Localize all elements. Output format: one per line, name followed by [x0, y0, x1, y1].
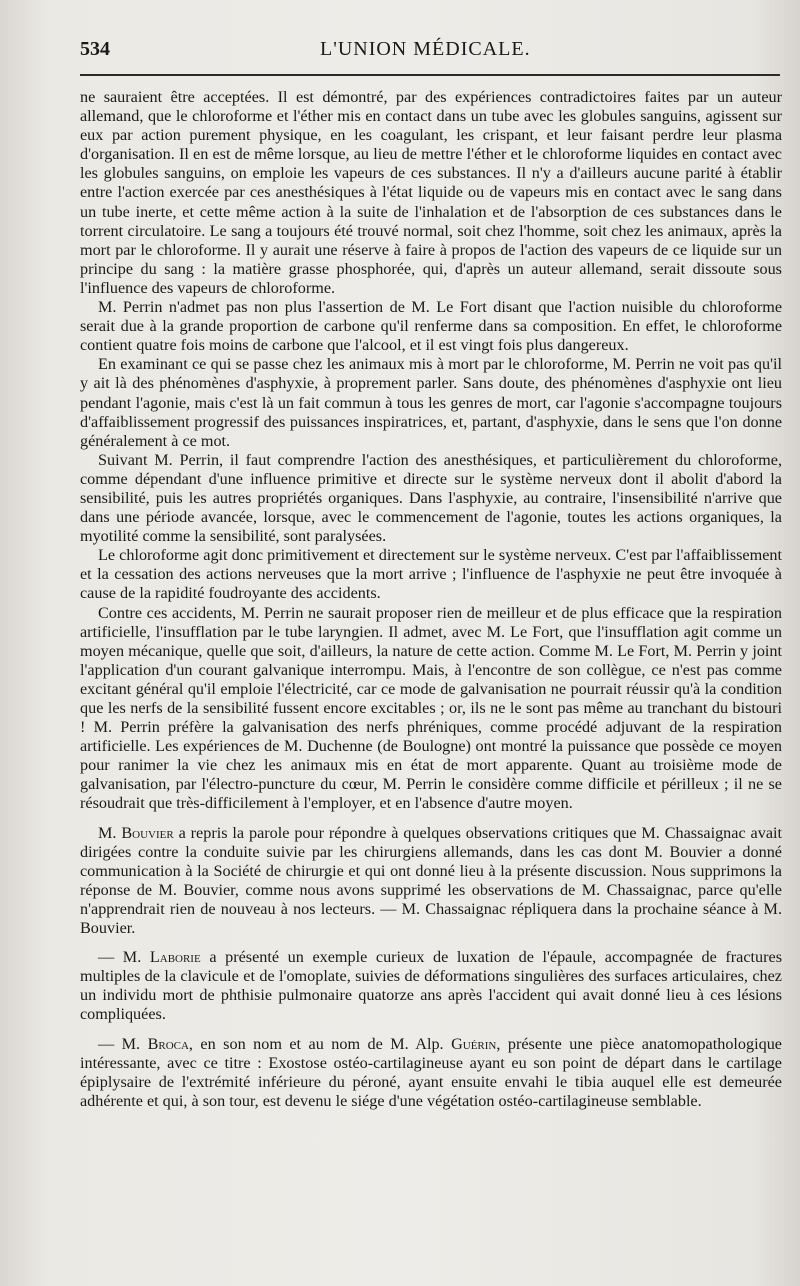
paragraph-text: , présente une pièce anatomopathologique intéressante, avec ce titre : Exostose ostéo-cartilagineuse ayant eu son point de départ dans le cartilage épiplysaire de l'extrémité inférieure du péroné, ayant ensuite envahi le tibia auquel elle est demeurée adhérente et qui, à son tour, est devenu le siége d'une végétation ostéo-cartilagineuse semblable. [80, 1034, 782, 1110]
speaker-name: Laborie [149, 948, 201, 967]
article-body [80, 88, 782, 1111]
paragraph-text: a présenté un exemple curieux de luxation de l'épaule, accompagnée de fractures multiples de la clavicule et de l'omoplate, suivies de déformations singulières des surfaces articulaires, chez un individu mort de phthisie pulmonaire quatorze ans après l'accident qui avait donné lieu à ces lésions compliquées. [80, 948, 782, 1024]
paragraph: Suivant M. Perrin, il faut comprendre l'action des anesthésiques, et particulièrement du chloroforme, comme dépendant d'une influence primitive et directe sur le système nerveux dont il abolit d'abord la sensibilité, puis les autres propriétés organiques. Dans l'asphyxie, au contraire, l'insensibilité n'arrive que dans une période avancée, lorsque, avec le commencement de l'agonie, toutes les actions organiques, la myotilité comme la sensibilité, sont paralysées. [80, 450, 782, 546]
paragraph-prefix: — M. [98, 1034, 148, 1053]
page-number: 534 [80, 38, 110, 60]
running-title: L'UNION MÉDICALE. [320, 38, 531, 60]
paragraph-text: a repris la parole pour répondre à quelques observations critiques que M. Chassaignac avait dirigées contre la conduite suivie par les chirurgiens allemands, dans les cas dont M. Bouvier a donné communication à la Société de chirurgie et qui ont donné lieu à la présente discussion. Nous supprimons la réponse de M. Bouvier, comme nous avons supprimé les observations de M. Chassaignac, parce qu'elle n'apprendrait rien de nouveau à nos lecteurs. — M. Chassaignac répliquera dans la prochaine séance à M. Bouvier. [80, 823, 782, 938]
paragraph: ne sauraient être acceptées. Il est démontré, par des expériences contradictoires faites par un auteur allemand, que le chloroforme et l'éther mis en contact dans un tube avec les globules sanguins, agissent sur eux par action purement physique, en les coagulant, les crispant, et leur faisant perdre leur plasma d'organisation. Il en est de même lorsque, au lieu de mettre l'éther et le chloroforme liquides en contact avec les globules sanguins, on emploie les vapeurs de ces substances. Il n'y a d'ailleurs aucune parité à établir entre l'action exercée par ces anesthésiques à l'état liquide ou de vapeurs mis en contact avec le sang dans un tube inerte, et cette même action à la suite de l'inhalation et de l'absorption de ces substances dans le torrent circulatoire. Le sang a toujours été trouvé normal, soit chez l'homme, soit chez les animaux, après la mort par le chloroforme. Il y aurait une réserve à faire à propos de l'action des vapeurs de ce liquide sur un principe du sang : la matière grasse phosphorée, qui, d'après un auteur allemand, serait dissoute sous l'influence des vapeurs de chloroforme. [80, 88, 782, 297]
speaker-name: Bouvier [121, 823, 174, 842]
page-header [80, 38, 780, 76]
paragraph [80, 948, 782, 1024]
paragraph-text: , en son nom et au nom de M. Alp. [188, 1034, 452, 1053]
paragraph-prefix: M. [98, 823, 122, 842]
paragraph-prefix: — M. [98, 948, 150, 967]
paragraph [80, 1035, 782, 1111]
paragraph: M. Perrin n'admet pas non plus l'assertion de M. Le Fort disant que l'action nuisible du chloroforme serait due à la grande proportion de carbone qu'il renferme dans sa composition. En effet, le chloroforme contient quatre fois moins de carbone que l'alcool, et il est vingt fois plus dangereux. [80, 298, 782, 355]
paragraph: En examinant ce qui se passe chez les animaux mis à mort par le chloroforme, M. Perrin ne voit pas qu'il y ait là des phénomènes d'asphyxie, à proprement parler. Sans doute, des phénomènes d'asphyxie ont lieu pendant l'agonie, mais c'est là un fait commun à tous les genres de mort, car l'agonie s'accompagne toujours d'affaiblissement progressif des puissances inspiratrices, et, partant, d'asphyxie, dans le sens que l'on donne généralement à ce mot. [80, 355, 782, 450]
paragraph: Le chloroforme agit donc primitivement et directement sur le système nerveux. C'est par l'affaiblissement et la cessation des actions nerveuses que la mort arrive ; l'influence de l'asphyxie ne peut être invoquée à cause de la rapidité foudroyante des accidents. [80, 546, 782, 603]
paragraph [80, 824, 782, 939]
speaker-name: Guérin [451, 1034, 497, 1053]
paragraph: Contre ces accidents, M. Perrin ne saurait proposer rien de meilleur et de plus efficace que la respiration artificielle, l'insufflation par le tube laryngien. Il admet, avec M. Le Fort, que l'insufflation agit comme un moyen mécanique, quelle que soit, d'ailleurs, la nature de cette action. Comme M. Le Fort, M. Perrin y joint l'application d'un courant galvanique interrompu. Mais, à l'encontre de son collègue, ce n'est pas comme excitant général qu'il emploie l'électricité, car ce mode de galvanisation ne pourrait réussir qu'à la condition que les nerfs de la sensibilité fussent encore excitables ; or, ils ne le sont pas même au tranchant du bistouri ! M. Perrin préfère la galvanisation des nerfs phréniques, comme procédé adjuvant de la respiration artificielle. Les expériences de M. Duchenne (de Boulogne) ont montré la puissance que possède ce moyen pour ranimer la vie chez les animaux mis en état de mort apparente. Quant au troisième mode de galvanisation, par l'électro-puncture du cœur, M. Perrin le considère comme difficile et périlleux ; il ne se résoudrait que très-difficilement à l'employer, et en l'absence d'autre moyen. [80, 603, 782, 813]
speaker-name: Broca [147, 1034, 189, 1053]
